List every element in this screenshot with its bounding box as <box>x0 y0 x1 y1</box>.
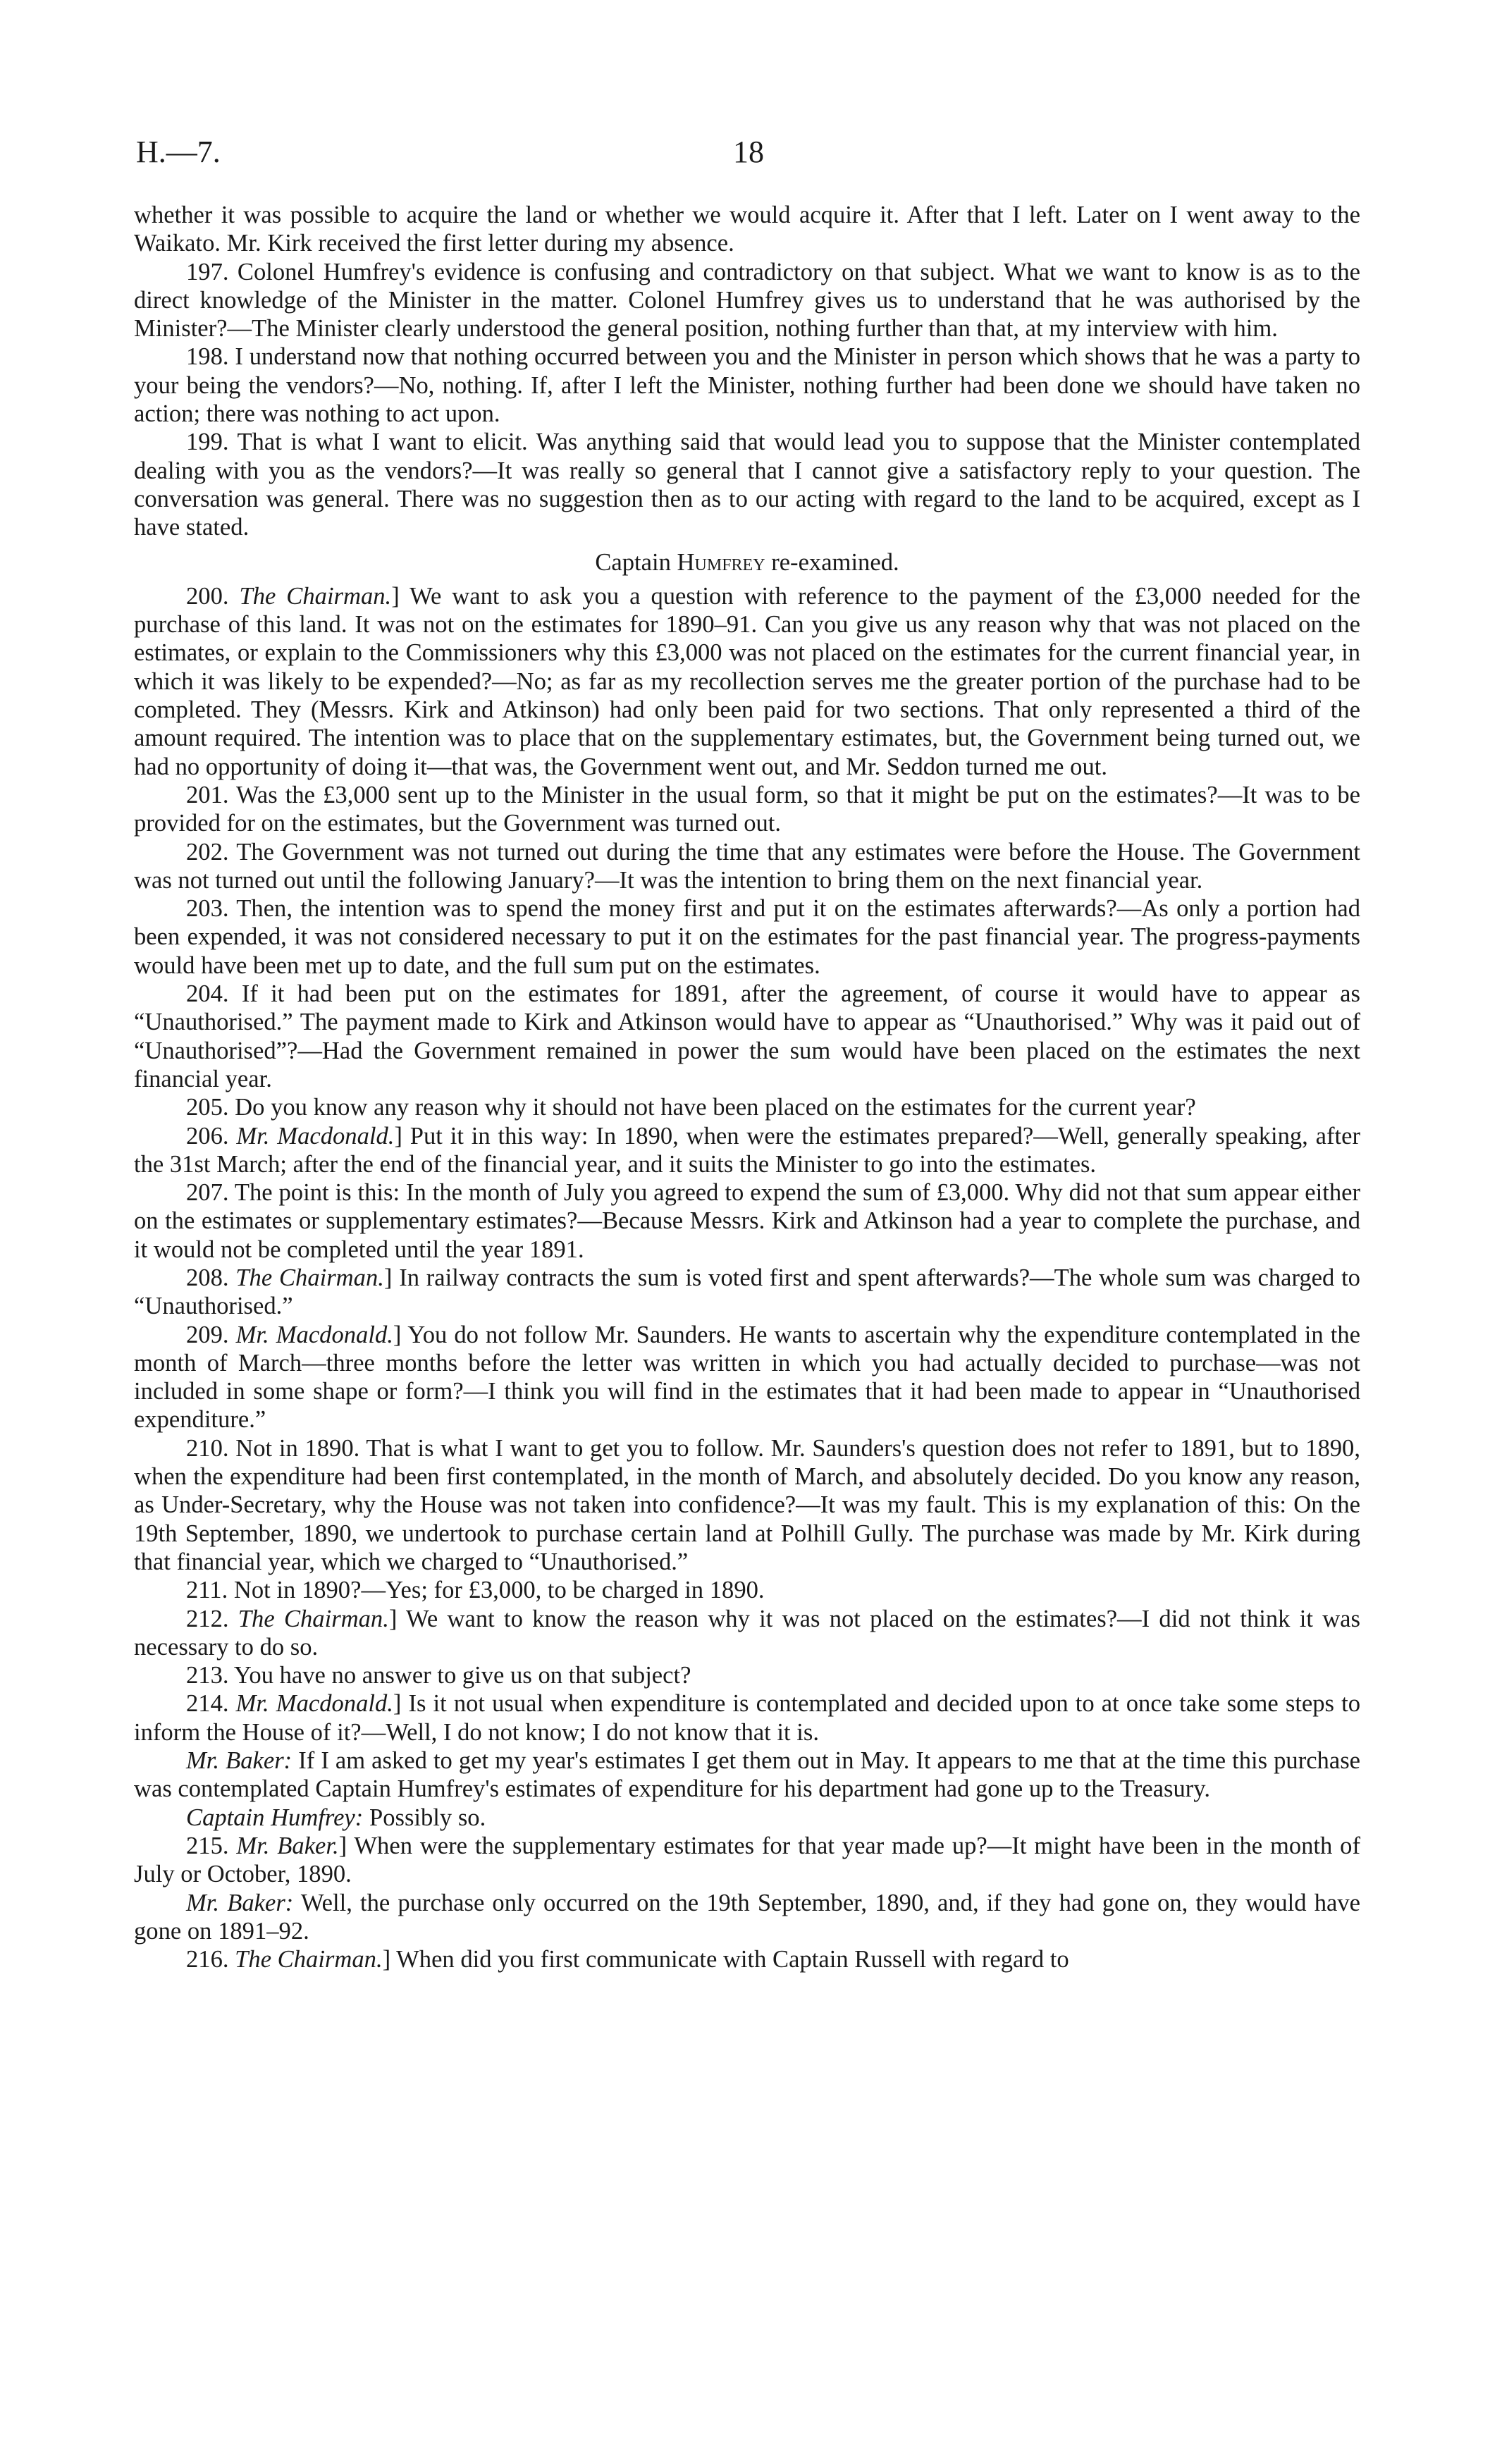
paragraph-text: We want to know the reason why it was not placed on the estimates?—I did not think it was necessary to do so. <box>134 1605 1360 1661</box>
paragraph-text: Then, the intention was to spend the money first and put it on the estimates afterwards?—As only a portion had been expended, it was not considered necessary to put it on the estimates for the past financial year. The progress-payments would have been met up to date, and the full sum put on the estimates. <box>134 895 1360 979</box>
speaker-name: The Chairman. <box>235 1946 383 1973</box>
paragraph-text: whether it was possible to acquire the land or whether we would acquire it. After that I left. Later on I went away to the Waikato. Mr. Kirk received the first letter during my absence. <box>134 202 1360 257</box>
question-number: 202. <box>186 838 229 866</box>
paragraph-text: You do not follow Mr. Saunders. He wants to ascertain why the expenditure contemplated in the month of March—three months before the letter was written in which you had actually decided to purchase—was not included in some shape or form?—I think you will find in the estimates that it had been made to appear in “Unauthorised expenditure.” <box>134 1321 1360 1434</box>
paragraph-text: When did you first communicate with Captain Russell with regard to <box>396 1946 1069 1973</box>
question-number: 203. <box>186 895 229 923</box>
paragraph-text: Not in 1890. That is what I want to get you to follow. Mr. Saunders's question does not refer to 1891, but to 1890, when the expenditure had been first contemplated, in the month of March, and absolutely decided. Do you know any reason, as Under-Secretary, why the House was not taken into confidence?—It was my fault. This is my explanation of this: On the 19th September, 1890, we undertook to purchase certain land at Polhill Gully. The purchase was made by Mr. Kirk during that financial year, which we charged to “Unauthorised.” <box>134 1434 1360 1575</box>
section-heading <box>134 548 1360 577</box>
paper-reference: H.—7. <box>136 135 221 169</box>
question-number: 210. <box>186 1434 229 1462</box>
heading-suffix: re-examined. <box>765 548 899 576</box>
paragraph: 216. The Chairman.] When did you first communicate with Captain Russell with regard to <box>186 1946 1069 1973</box>
question-number: 215. <box>186 1832 229 1859</box>
paragraph-text: The point is this: In the month of July you agreed to expend the sum of £3,000. Why did not that sum appear either on the estimates or supplementary estimates?—Because Messrs. Kirk and Atkinson had a year to complete the purchase, and it would not be completed until the year 1891. <box>134 1179 1360 1263</box>
question-number: 216. <box>186 1946 229 1973</box>
question-number: 209. <box>186 1321 229 1348</box>
paragraph-text: You have no answer to give us on that subject? <box>233 1662 691 1689</box>
paragraph-text: Not in 1890?—Yes; for £3,000, to be charged in 1890. <box>233 1577 765 1604</box>
paragraph-text: When were the supplementary estimates for that year made up?—It might have been in the month of July or October, 1890. <box>134 1832 1360 1888</box>
paragraph <box>134 258 1360 343</box>
paragraph: 208. The Chairman.] In railway contracts the sum is voted first and spent afterwards?—The whole sum was charged to “Unauthorised.” <box>134 1264 1360 1320</box>
question-number: 214. <box>186 1690 229 1718</box>
speaker-name: Mr. Baker. <box>236 1832 339 1859</box>
question-number: 204. <box>186 980 229 1008</box>
question-number: 198. <box>186 343 229 371</box>
paragraph <box>134 201 1360 258</box>
speaker-name: Mr. Baker: <box>186 1747 293 1775</box>
question-number: 200. <box>186 582 229 610</box>
speaker-name: Captain Humfrey: <box>186 1804 364 1831</box>
paragraph <box>134 781 1360 838</box>
paragraph <box>134 1576 1360 1604</box>
paragraph <box>134 1747 1360 1804</box>
paragraph <box>134 1661 1360 1689</box>
page-number: 18 <box>733 135 764 169</box>
paragraph: 215. Mr. Baker.] When were the supplementary estimates for that year made up?—It might have been in the month of July or October, 1890. <box>134 1832 1360 1888</box>
paragraph-text: I understand now that nothing occurred between you and the Minister in person which shows that he was a party to your being the vendors?—No, nothing. If, after I left the Minister, nothing further had been done we should have taken no action; there was nothing to act upon. <box>134 343 1360 428</box>
paragraph-text: Well, the purchase only occurred on the 19th September, 1890, and, if they had gone on, they would have gone on 1891–92. <box>134 1889 1360 1945</box>
speaker-name: The Chairman. <box>238 1605 389 1632</box>
paragraph-text: In railway contracts the sum is voted first and spent afterwards?—The whole sum was charged to “Unauthorised.” <box>134 1264 1360 1320</box>
paragraph <box>134 894 1360 980</box>
speaker-name: Mr. Macdonald. <box>236 1122 395 1150</box>
paragraph-text: Do you know any reason why it should not have been placed on the estimates for the current year? <box>235 1094 1196 1121</box>
paragraph-text: That is what I want to elicit. Was anything said that would lead you to suppose that the Minister contemplated dealing with you as the vendors?—It was really so general that I cannot give a satisfactory reply to your question. The conversation was general. There was no suggestion then as to our acting with regard to the land to be acquired, except as I have stated. <box>134 429 1360 541</box>
paragraph <box>134 1434 1360 1576</box>
question-number: 207. <box>186 1179 229 1207</box>
paragraph <box>134 343 1360 428</box>
paragraph-text: We want to ask you a question with reference to the payment of the £3,000 needed for the purchase of this land. It was not on the estimates for 1890–91. Can you give us any reason why that was not placed on the estimates, or explain to the Commissioners why this £3,000 was not placed on the estimates for the current financial year, in which it was likely to be expended?—No; as far as my recollection serves me the greater portion of the purchase had to be completed. They (Messrs. Kirk and Atkinson) had only been paid for two sections. That only represented a third of the amount required. The intention was to place that on the supplementary estimates, but, the Government being turned out, we had no opportunity of doing it—that was, the Government went out, and Mr. Seddon turned me out. <box>134 582 1360 780</box>
question-number: 211. <box>186 1577 228 1604</box>
paragraph <box>134 1093 1360 1121</box>
paragraph <box>134 980 1360 1093</box>
paragraph: 214. Mr. Macdonald.] Is it not usual when expenditure is contemplated and decided upon to at once take some steps to inform the House of it?—Well, I do not know; I do not know that it is. <box>134 1690 1360 1746</box>
question-number: 208. <box>186 1264 229 1291</box>
paragraph <box>134 838 1360 895</box>
paragraph: 212. The Chairman.] We want to know the reason why it was not placed on the estimates?—I did not think it was necessary to do so. <box>134 1605 1360 1661</box>
paragraph-text: If I am asked to get my year's estimates I get them out in May. It appears to me that at the time this purchase was contemplated Captain Humfrey's estimates of expenditure for his department had gone up to the Treasury. <box>134 1747 1360 1803</box>
paragraph-text: Is it not usual when expenditure is contemplated and decided upon to at once take some steps to inform the House of it?—Well, I do not know; I do not know that it is. <box>134 1690 1360 1746</box>
paragraph <box>134 1889 1360 1946</box>
paragraph-text: If it had been put on the estimates for 1891, after the agreement, of course it would have to appear as “Unauthorised.” The payment made to Kirk and Atkinson would have to appear as “Unauthorised.” Why was it paid out of “Unauthorised”?—Had the Government remained in power the sum would have been placed on the estimates the next financial year. <box>134 980 1360 1092</box>
paragraph: 200. The Chairman.] We want to ask you a question with reference to the payment of the £3,000 needed for the purchase of this land. It was not on the estimates for 1890–91. Can you give us any reason why that was not placed on the estimates, or explain to the Commissioners why this £3,000 was not placed on the estimates for the current financial year, in which it was likely to be expended?—No; as far as my recollection serves me the greater portion of the purchase had to be completed. They (Messrs. Kirk and Atkinson) had only been paid for two sections. That only represented a third of the amount required. The intention was to place that on the supplementary estimates, but, the Government being turned out, we had no opportunity of doing it—that was, the Government went out, and Mr. Seddon turned me out. <box>134 582 1360 780</box>
paragraph-text: Possibly so. <box>369 1804 486 1831</box>
speaker-name: Mr. Macdonald. <box>235 1321 393 1348</box>
question-number: 197. <box>186 258 229 285</box>
paragraph: 209. Mr. Macdonald.] You do not follow Mr. Saunders. He wants to ascertain why the expenditure contemplated in the month of March—three months before the letter was written in which you had actually decided to purchase—was not included in some shape or form?—I think you will find in the estimates that it had been made to appear in “Unauthorised expenditure.” <box>134 1321 1360 1434</box>
question-number: 213. <box>186 1662 229 1689</box>
paragraph: 206. Mr. Macdonald.] Put it in this way: In 1890, when were the estimates prepared?—Well, generally speaking, after the 31st March; after the end of the financial year, and it suits the Minister to go into the estimates. <box>134 1122 1360 1178</box>
evidence-text <box>134 201 1360 1973</box>
paragraph-text: Was the £3,000 sent up to the Minister in the usual form, so that it might be put on the estimates?—It was to be provided for on the estimates, but the Government was turned out. <box>134 781 1360 837</box>
paragraph <box>134 428 1360 541</box>
heading-prefix: Captain <box>595 548 677 576</box>
question-number: 199. <box>186 429 229 456</box>
speaker-name: The Chairman. <box>235 1264 384 1291</box>
speaker-name: Mr. Macdonald. <box>235 1690 393 1718</box>
paragraph-text: The Government was not turned out during the time that any estimates were before the House. The Government was not turned out until the following January?—It was the intention to bring them on the next financial year. <box>134 838 1360 894</box>
question-number: 201. <box>186 781 229 808</box>
witness-name: Humfrey <box>677 548 765 576</box>
question-number: 205. <box>186 1094 229 1121</box>
speaker-name: Mr. Baker: <box>186 1889 294 1916</box>
speaker-name: The Chairman. <box>239 582 392 610</box>
question-number: 206. <box>186 1122 229 1150</box>
paragraph-text: Put it in this way: In 1890, when were the estimates prepared?—Well, generally speaking, after the 31st March; after the end of the financial year, and it suits the Minister to go into the estimates. <box>134 1122 1360 1178</box>
paragraph <box>134 1178 1360 1264</box>
paragraph <box>134 1804 1360 1832</box>
question-number: 212. <box>186 1605 229 1632</box>
paragraph-text: Colonel Humfrey's evidence is confusing and contradictory on that subject. What we want to know is as to the direct knowledge of the Minister in the matter. Colonel Humfrey gives us to understand that he was authorised by the Minister?—The Minister clearly understood the general position, nothing further than that, at my interview with him. <box>134 258 1360 343</box>
